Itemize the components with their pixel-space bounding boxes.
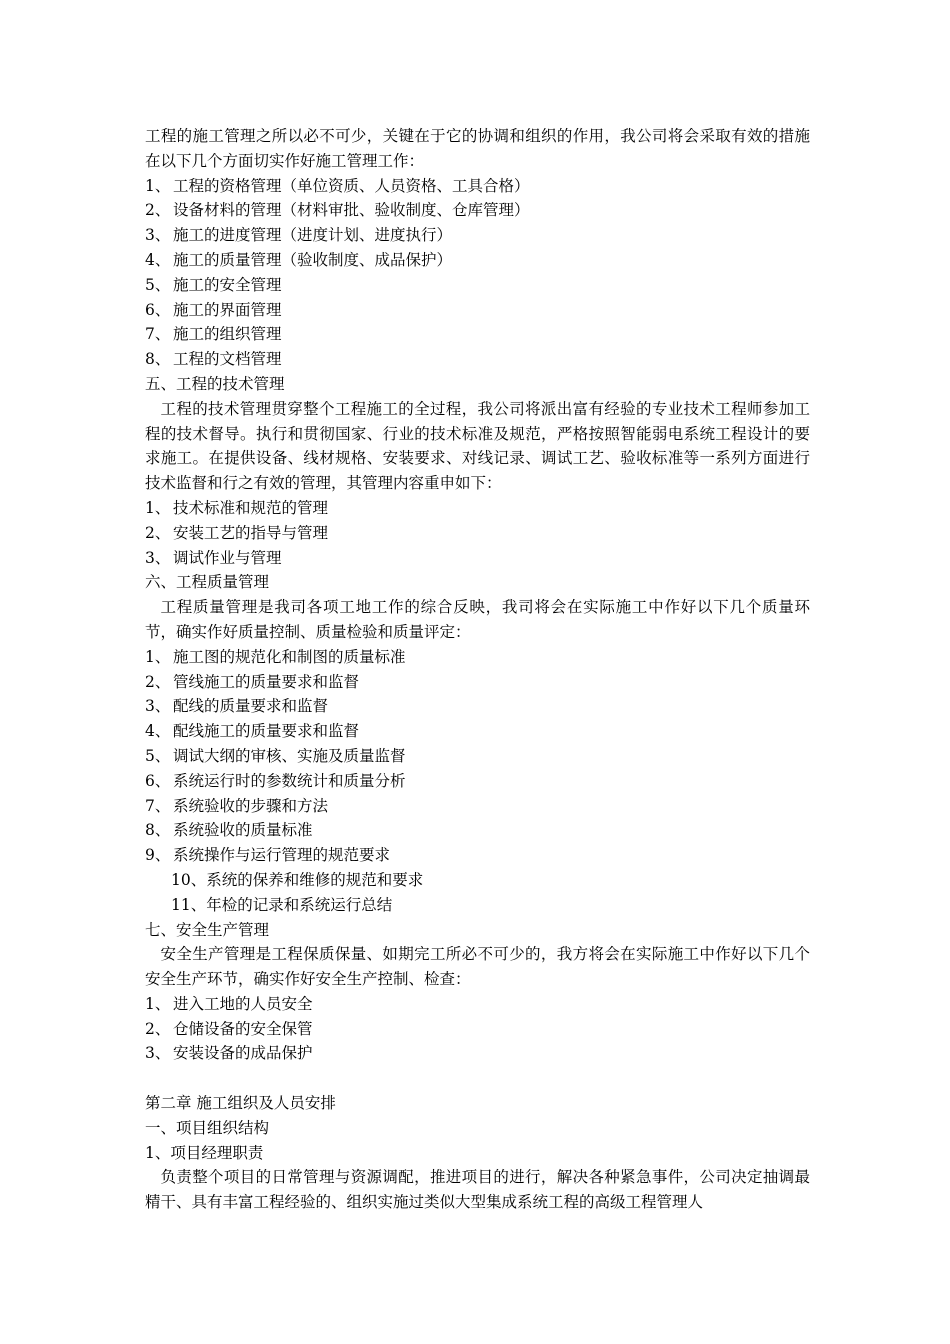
list-item: 1、 技术标准和规范的管理 <box>145 498 329 517</box>
list-item: 9、 系统操作与运行管理的规范要求 <box>145 846 391 865</box>
list-item: 1、 施工图的规范化和制图的质量标准 <box>145 647 406 666</box>
list-item: 1、 工程的资格管理（单位资质、人员资格、工具合格） <box>145 176 530 195</box>
list-item: 2、 安装工艺的指导与管理 <box>145 523 329 542</box>
list-item: 2、 设备材料的管理（材料审批、验收制度、仓库管理） <box>145 201 530 220</box>
list-item: 5、 调试大纲的审核、实施及质量监督 <box>145 746 406 765</box>
list-item: 3、 安装设备的成品保护 <box>145 1044 313 1063</box>
list-item: 5、 施工的安全管理 <box>145 275 282 294</box>
list-item: 8、 工程的文档管理 <box>145 350 282 369</box>
list-item: 2、 仓储设备的安全保管 <box>145 1019 313 1038</box>
list-item: 3、 配线的质量要求和监督 <box>145 697 329 716</box>
safety-list <box>145 992 810 1066</box>
list-item: 3、 调试作业与管理 <box>145 548 282 567</box>
pm-paragraph: 负责整个项目的日常管理与资源调配，推进项目的进行，解决各种紧急事件，公司决定抽调最精干、具有丰富工程经验的、组织实施过类似大型集成系统工程的高级工程管理人 <box>145 1168 810 1212</box>
intro-paragraph: 工程的施工管理之所以必不可少，关键在于它的协调和组织的作用，我公司将会采取有效的措施在以下几个方面切实作好施工管理工作： <box>145 127 810 170</box>
list-item: 4、 配线施工的质量要求和监督 <box>145 722 360 741</box>
section-heading-quality: 六、工程质量管理 <box>145 573 270 592</box>
safety-paragraph: 安全生产管理是工程保质保量、如期完工所必不可少的，我方将会在实际施工中作好以下几个安全生产环节，确实作好安全生产控制、检查： <box>145 945 810 989</box>
list-item: 3、 施工的进度管理（进度计划、进度执行） <box>145 226 453 245</box>
list-item: 4、 施工的质量管理（验收制度、成品保护） <box>145 250 453 269</box>
section-heading-tech: 五、工程的技术管理 <box>145 374 285 393</box>
quality-paragraph: 工程质量管理是我司各项工地工作的综合反映，我司将会在实际施工中作好以下几个质量环节，确实作好质量控制、质量检验和质量评定： <box>145 598 810 641</box>
list-item: 10、系统的保养和维修的规范和要求 <box>171 870 424 889</box>
list-item: 8、 系统验收的质量标准 <box>145 821 313 840</box>
tech-list <box>145 496 810 570</box>
list-item: 1、 进入工地的人员安全 <box>145 994 313 1013</box>
management-list <box>145 174 810 372</box>
list-item: 6、 施工的界面管理 <box>145 300 282 319</box>
tech-paragraph: 工程的技术管理贯穿整个工程施工的全过程，我公司将派出富有经验的专业技术工程师参加工程的技术督导。执行和贯彻国家、行业的技术标准及规范，严格按照智能弱电系统工程设计的要求施工。在提供设备、线材规格、安装要求、对线记录、调试工艺、验收标准等一系列方面进行技术监督和行之有效的管理，其管理内容重申如下： <box>145 399 810 493</box>
list-item: 11、年检的记录和系统运行总结 <box>171 895 393 914</box>
blank-line <box>145 1066 810 1091</box>
document-body <box>145 124 810 1215</box>
chapter-title: 第二章 施工组织及人员安排 <box>145 1094 336 1113</box>
list-item: 7、 系统验收的步骤和方法 <box>145 796 329 815</box>
list-item: 2、 管线施工的质量要求和监督 <box>145 672 360 691</box>
list-item: 7、 施工的组织管理 <box>145 325 282 344</box>
subsection-heading-pm: 1、项目经理职责 <box>145 1143 264 1162</box>
quality-list <box>145 645 810 918</box>
section-heading-org: 一、项目组织结构 <box>145 1118 270 1137</box>
list-item: 6、 系统运行时的参数统计和质量分析 <box>145 771 406 790</box>
section-heading-safety: 七、安全生产管理 <box>145 920 270 939</box>
